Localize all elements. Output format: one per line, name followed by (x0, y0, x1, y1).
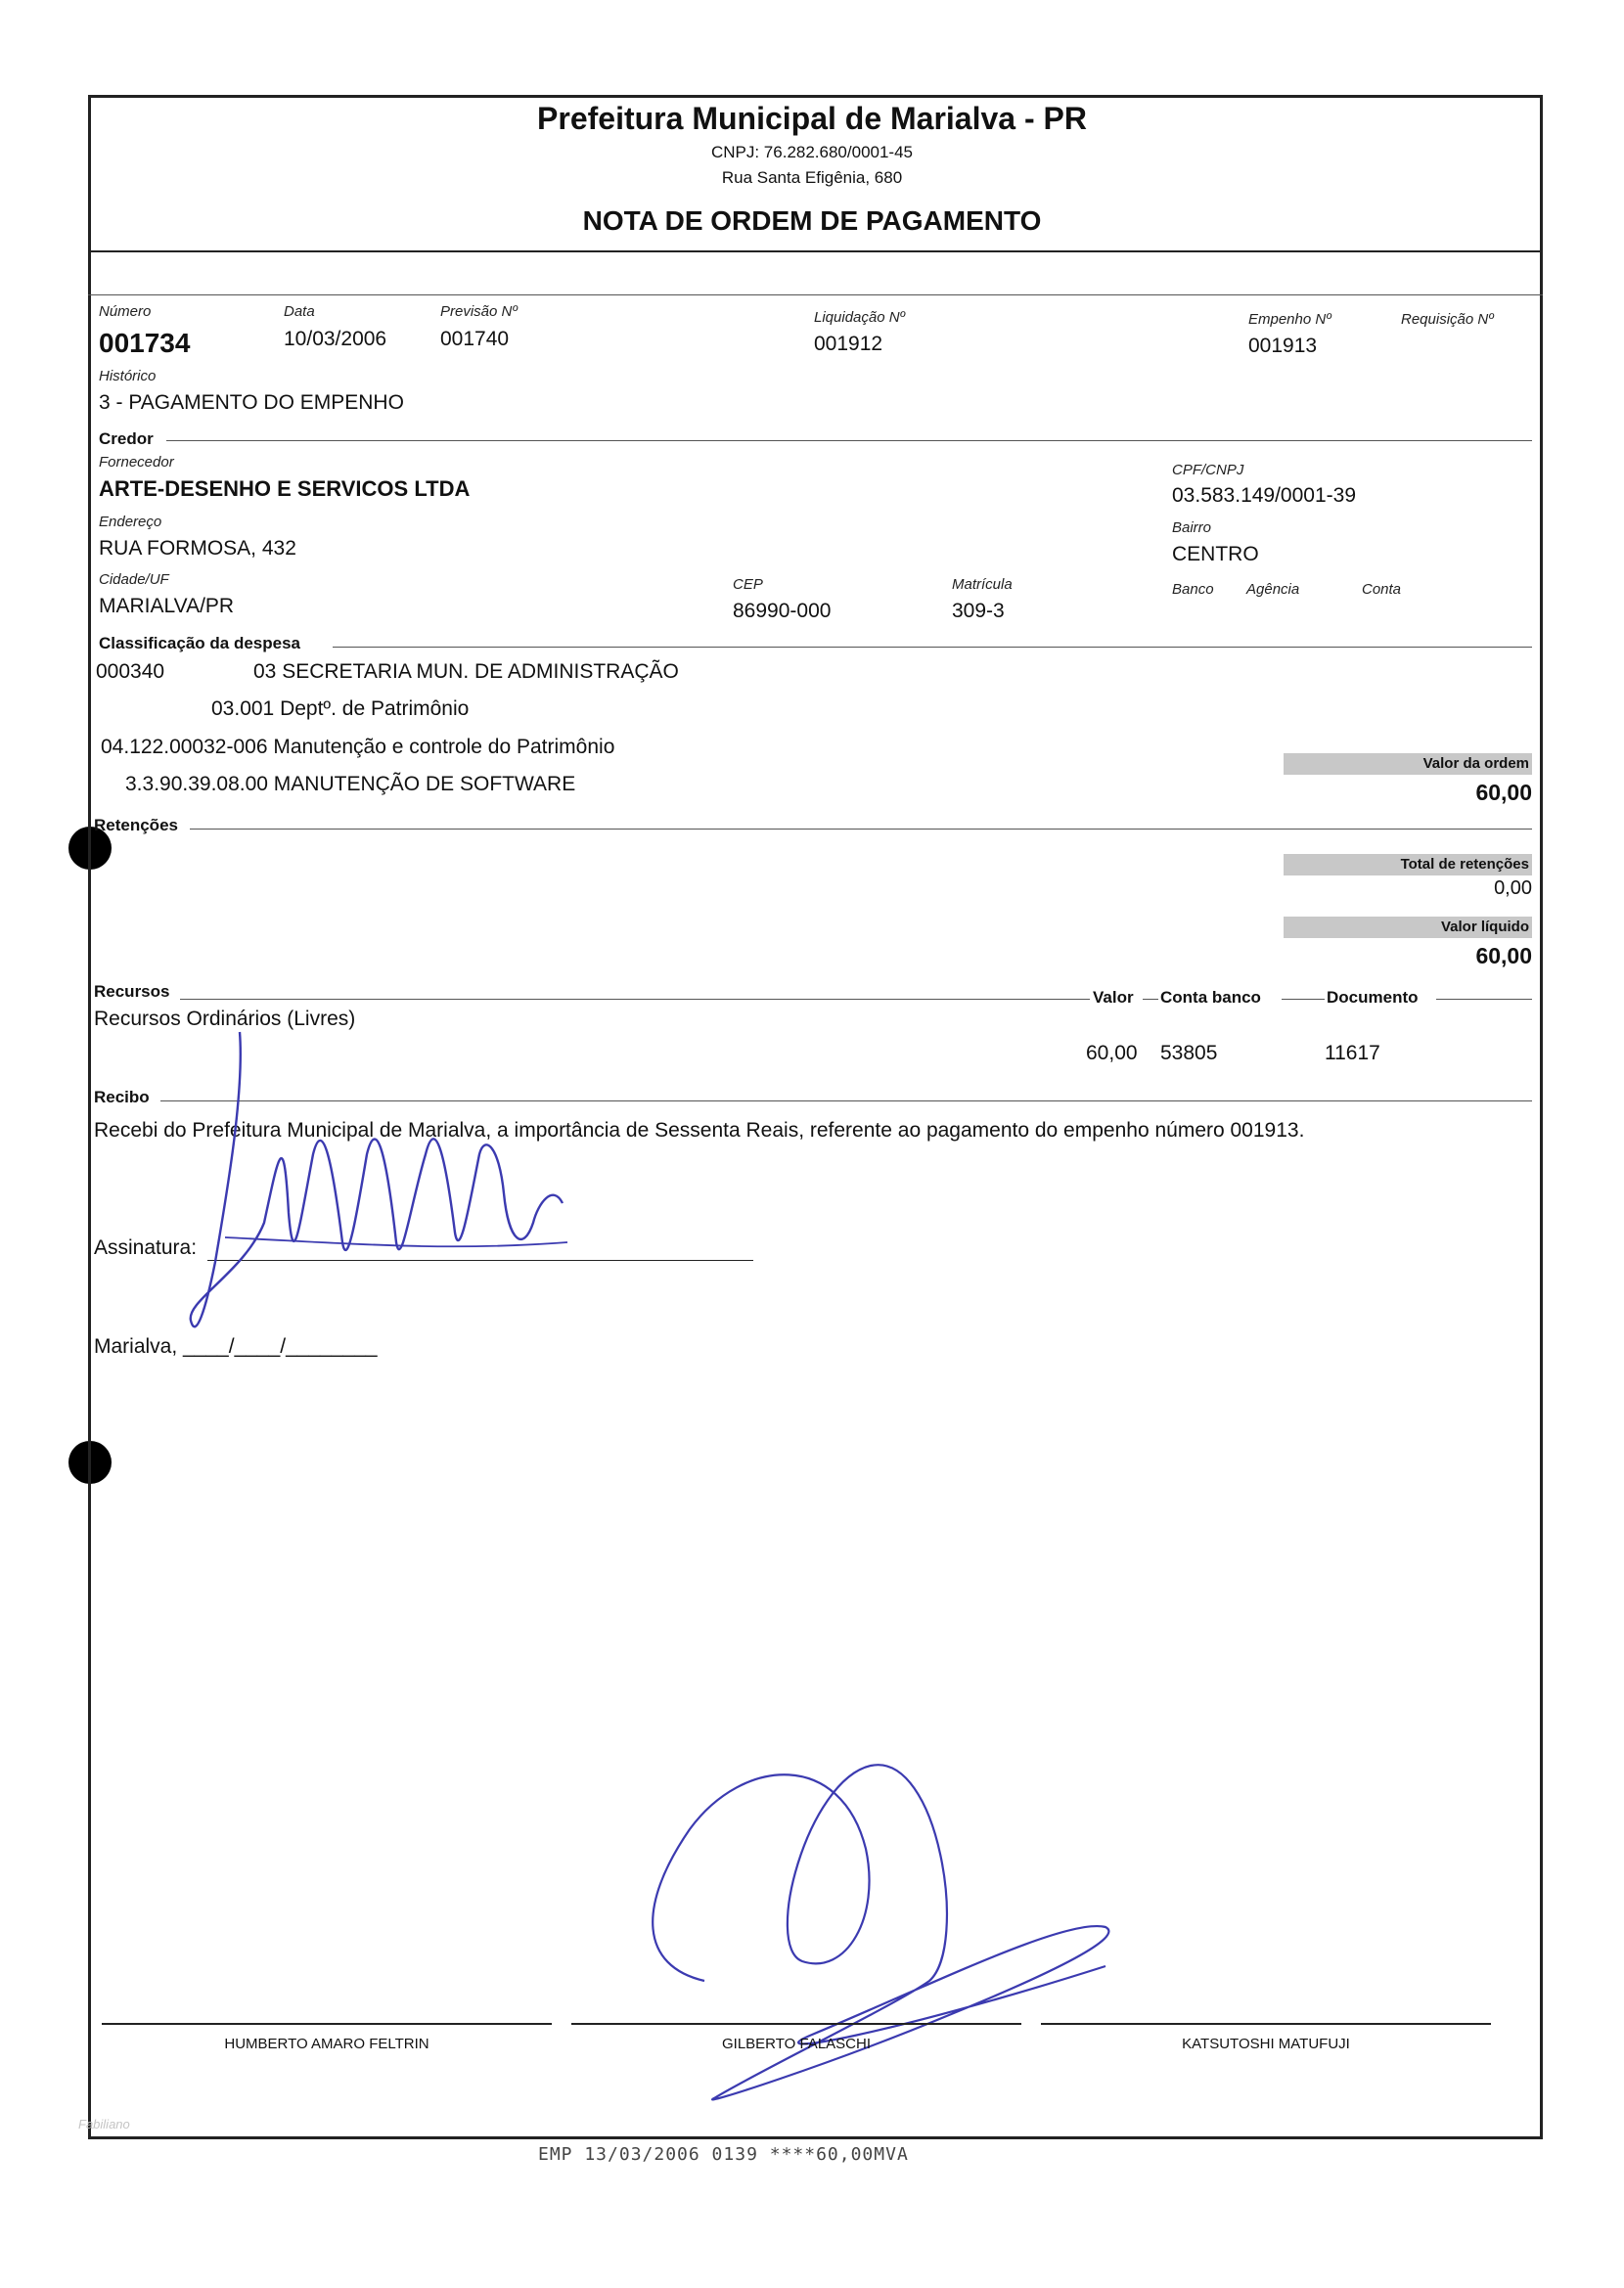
recursos-documento-header: Documento (1327, 988, 1419, 1007)
header-title: Prefeitura Municipal de Marialva - PR (537, 101, 1087, 136)
bairro-label: Bairro (1172, 519, 1212, 536)
cep-label: CEP (733, 576, 763, 593)
cpf-label: CPF/CNPJ (1172, 462, 1244, 478)
classificacao-acao: 04.122.00032-006 Manutenção e controle do Patrimônio (101, 736, 615, 758)
fornecedor-value: ARTE-DESENHO E SERVICOS LTDA (99, 476, 471, 501)
recursos-rule (180, 999, 1090, 1000)
header-cnpj: CNPJ: 76.282.680/0001-45 (710, 143, 914, 161)
recibo-section-label: Recibo (94, 1088, 150, 1106)
agencia-label: Agência (1246, 581, 1300, 598)
signatory-1-name: HUMBERTO AMARO FELTRIN (224, 2036, 429, 2052)
data-label: Data (284, 303, 315, 320)
credor-section-label: Credor (99, 429, 154, 448)
banco-label: Banco (1172, 581, 1214, 598)
cidade-value: MARIALVA/PR (99, 595, 235, 617)
recursos-conta-header: Conta banco (1160, 988, 1261, 1007)
historico-value: 3 - PAGAMENTO DO EMPENHO (99, 391, 404, 414)
valor-ordem-label: Valor da ordem (1422, 755, 1529, 772)
local-data-label: Marialva, ____/____/________ (94, 1335, 378, 1358)
retencoes-section-label: Retenções (94, 816, 178, 834)
liquidacao-value: 001912 (814, 333, 883, 355)
endereco-value: RUA FORMOSA, 432 (99, 537, 296, 560)
recibo-text: Recebi do Prefeitura Municipal de Marialva, a importância de Sessenta Reais, referente ao pagamento do empenho número 001913. (94, 1119, 1305, 1142)
classificacao-rule (333, 647, 1532, 648)
classificacao-elemento: 3.3.90.39.08.00 MANUTENÇÃO DE SOFTWARE (125, 773, 576, 795)
total-retencoes-value: 0,00 (1494, 877, 1532, 899)
valor-liquido-label: Valor líquido (1440, 919, 1529, 935)
liquidacao-label: Liquidação Nº (814, 309, 906, 326)
matricula-value: 309-3 (952, 600, 1005, 622)
historico-label: Histórico (99, 368, 157, 384)
cpf-value: 03.583.149/0001-39 (1172, 484, 1357, 507)
recursos-fonte: Recursos Ordinários (Livres) (94, 1008, 356, 1030)
recursos-documento: 11617 (1325, 1042, 1380, 1064)
mechanical-stamp: EMP 13/03/2006 0139 ****60,00MVA (538, 2144, 909, 2165)
signature-line-2 (571, 2023, 1021, 2025)
fornecedor-label: Fornecedor (99, 454, 174, 471)
header-divider-2 (88, 294, 1543, 295)
empenho-label: Empenho Nº (1248, 311, 1331, 328)
classificacao-secretaria: 03 SECRETARIA MUN. DE ADMINISTRAÇÃO (253, 660, 679, 683)
total-retencoes-label: Total de retenções (1400, 856, 1529, 873)
numero-label: Número (99, 303, 152, 320)
recursos-rule-2 (1143, 999, 1158, 1000)
classificacao-section-label: Classificação da despesa (99, 634, 301, 652)
recursos-rule-4 (1436, 999, 1532, 1000)
classificacao-code: 000340 (96, 660, 165, 683)
valor-liquido-value: 60,00 (1475, 943, 1532, 968)
recursos-section-label: Recursos (94, 982, 170, 1001)
retencoes-rule (190, 829, 1532, 830)
recursos-valor-header: Valor (1093, 988, 1134, 1007)
signatory-3-name: KATSUTOSHI MATUFUJI (1182, 2036, 1350, 2052)
small-watermark-mark: Fabiliano (78, 2117, 130, 2131)
header-divider (88, 250, 1543, 252)
header-address: Rua Santa Efigênia, 680 (721, 168, 903, 187)
conta-label: Conta (1362, 581, 1402, 598)
signature-line-1 (102, 2023, 552, 2025)
recursos-valor: 60,00 (1086, 1042, 1138, 1064)
assinatura-label: Assinatura: (94, 1236, 198, 1259)
cep-value: 86990-000 (733, 600, 832, 622)
numero-value: 001734 (99, 328, 191, 358)
classificacao-departamento: 03.001 Deptº. de Patrimônio (211, 697, 470, 720)
signature-line-3 (1041, 2023, 1491, 2025)
previsao-value: 001740 (440, 328, 510, 350)
requisicao-label: Requisição Nº (1401, 311, 1494, 328)
data-value: 10/03/2006 (284, 328, 387, 350)
signatory-2-name: GILBERTO FALASCHI (722, 2036, 871, 2052)
doc-title: NOTA DE ORDEM DE PAGAMENTO (582, 205, 1042, 236)
credor-rule (166, 440, 1532, 441)
recursos-conta: 53805 (1160, 1042, 1218, 1064)
empenho-value: 001913 (1248, 335, 1318, 357)
cidade-label: Cidade/UF (99, 571, 169, 588)
recursos-rule-3 (1282, 999, 1325, 1000)
endereco-label: Endereço (99, 514, 162, 530)
handwritten-signature-2 (636, 1751, 1135, 2113)
matricula-label: Matrícula (952, 576, 1013, 593)
handwritten-signature-1 (186, 1008, 577, 1340)
bairro-value: CENTRO (1172, 543, 1259, 565)
previsao-label: Previsão Nº (440, 303, 518, 320)
valor-ordem-value: 60,00 (1475, 780, 1532, 805)
